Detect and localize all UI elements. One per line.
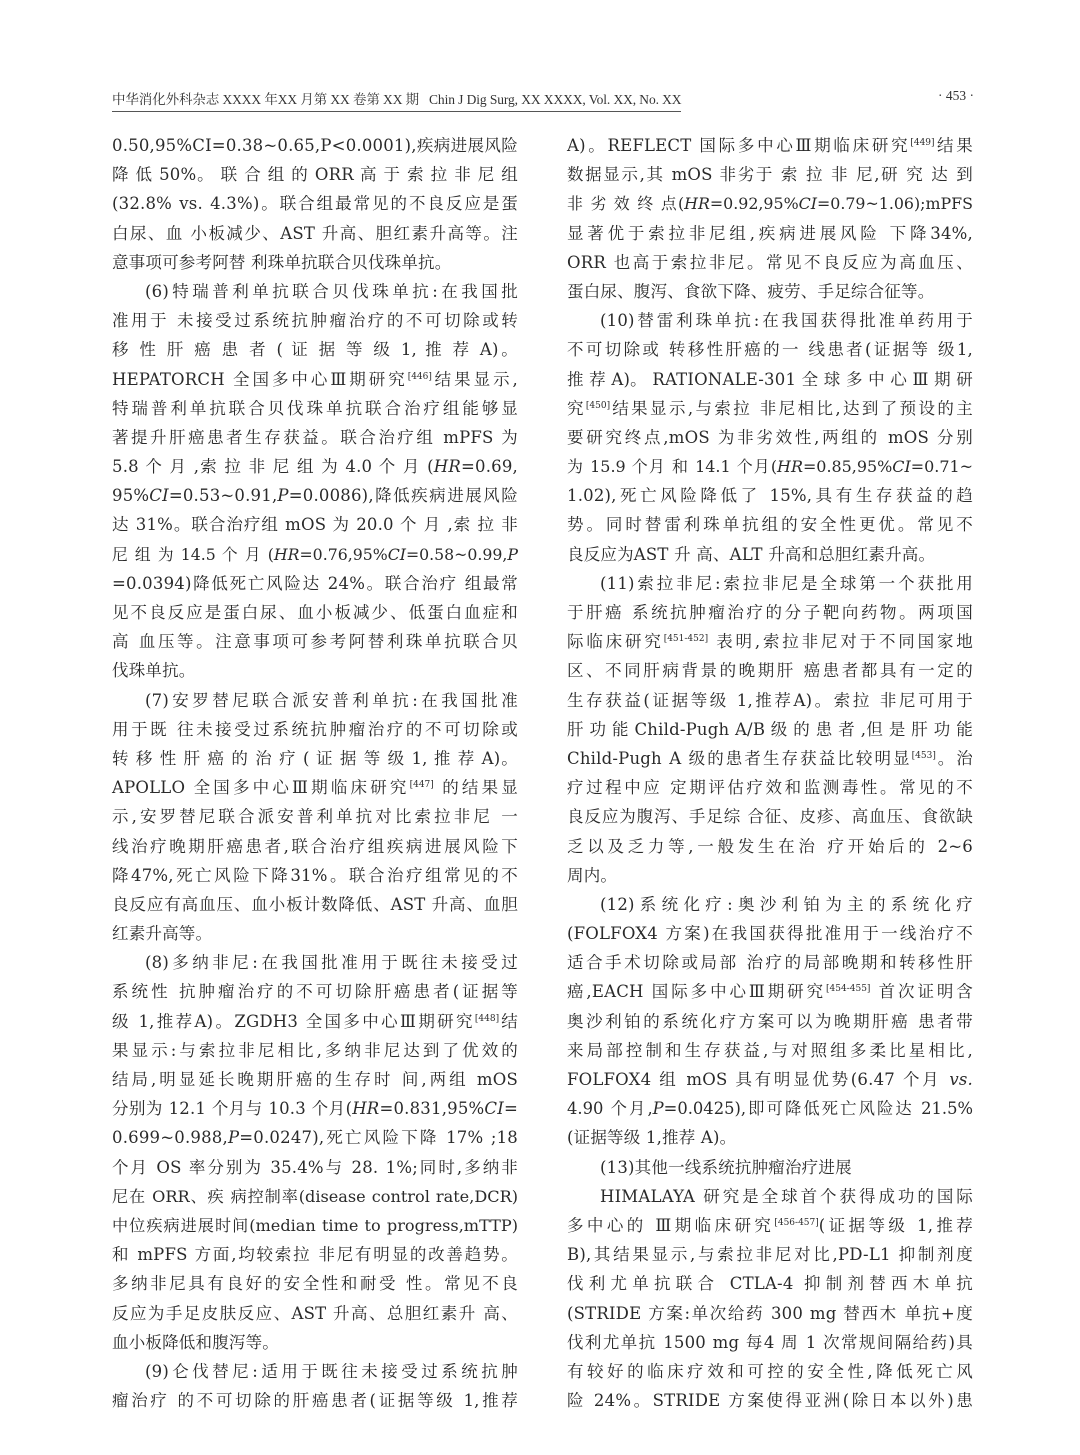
text-line: 不可切除或 转移性肝癌的一 线患者(证据等 级1, [567, 340, 973, 360]
section-8-heading-line: (8)多纳非尼:在我国批准用于既往未接受过 [145, 953, 518, 973]
text-line: 系统性 抗肿瘤治疗的不可切除肝癌患者(证据等 [112, 982, 518, 1002]
journal-title-cn: 中华消化外科杂志 XXXX 年XX 月第 XX 卷第 XX 期 [112, 92, 420, 107]
right-column [567, 131, 973, 1415]
text-line: 4.90 个月,P=0.0425),即可降低死亡风险达 21.5% [567, 1099, 973, 1119]
text-line: 良反应为AST 升 高、ALT 升高和总胆红素升高。 [567, 544, 936, 564]
text-line: 来局部控制和生存获益,与对照组多柔比星相比, [567, 1040, 973, 1060]
text-line: 1.02),死亡风险降低了 15%,具有生存获益的趋 [567, 486, 973, 506]
text-line: 红素升高等。 [112, 924, 213, 944]
citation-ref: [449] [910, 138, 935, 148]
section-7-heading-line: (7)安罗替尼联合派安普利单抗:在我国批准 [145, 690, 518, 710]
text-line: 良反应为腹泻、手足综 合征、皮疹、高血压、食欲缺 [567, 807, 973, 827]
text-line: (证据等级 1,推荐 A)。 [567, 1128, 737, 1148]
text-line: APOLLO 全国多中心Ⅲ期临床研究[447] 的结果显 [112, 778, 518, 798]
left-column [112, 131, 518, 1415]
text-line: 伐利尤单抗联合 CTLA-4 抑制剂替西木单抗 [567, 1274, 973, 1294]
text-line: 于肝癌 系统抗肿瘤治疗的分子靶向药物。两项国 [567, 603, 973, 622]
text-line: 0.50,95%CI=0.38~0.65,P<0.0001),疾病进展风险 [112, 136, 518, 155]
text-line: 为 15.9 个月 和 14.1 个月(HR=0.85,95%CI=0.71~ [567, 457, 973, 477]
text-line: 非 劣 效 终 点(HR=0.92,95%CI=0.79~1.06);mPFS [567, 194, 973, 214]
text-line: 反应为手足皮肤反应、AST 升高、总胆红素升 高、 [112, 1303, 518, 1323]
citation-ref: [453] [911, 750, 936, 761]
text-line: 个月 OS 率分别为 35.4%与 28. 1%;同时,多纳非 [112, 1157, 518, 1177]
text-line: (STRIDE 方案:单次给药 300 mg 替西木 单抗+度 [567, 1303, 973, 1323]
text-line: 险 24%。STRIDE 方案使得亚洲(除日本以外)患 [567, 1391, 973, 1411]
text-line: 用于既 往未接受过系统抗肿瘤治疗的不可切除或 [112, 719, 518, 739]
text-line: FOLFOX4 组 mOS 具有明显优势(6.47 个月 vs. [567, 1070, 973, 1089]
text-line: 降47%,死亡风险下降31%。联合治疗组常见的不 [112, 865, 518, 885]
text-line: 果显示:与索拉非尼相比,多纳非尼达到了优效的 [112, 1040, 518, 1060]
text-line: 显著优于索拉非尼组,疾病进展风险 下降34%, [567, 223, 973, 243]
text-line: 高 血压等。注意事项可参考阿替利珠单抗联合贝 [112, 632, 518, 652]
text-line: 分别为 12.1 个月与 10.3 个月(HR=0.831,95%CI= [112, 1099, 518, 1119]
journal-title-en: Chin J Dig Surg, XX XXXX, Vol. XX, No. XX [429, 92, 682, 107]
text-line: ORR 也高于索拉非尼。常见不良反应为高血压、 [567, 252, 973, 272]
citation-ref: [456-457] [774, 1217, 819, 1228]
text-line: 白尿、血 小板减少、AST 升高、胆红素升高等。注 [112, 223, 518, 243]
text-line: 肝 功 能 Child-Pugh A/B 级 的 患 者 ,但 是 肝 功 能 [567, 719, 973, 739]
text-line: 癌,EACH 国际多中心Ⅲ期研究[454-455] 首次证明含 [567, 982, 973, 1002]
text-line: 伐珠单抗。 [112, 661, 196, 681]
text-line: 准用于 未接受过系统抗肿瘤治疗的不可切除或转 [112, 311, 518, 331]
citation-ref: [446] [407, 371, 432, 382]
section-9-heading-line: (9)仑伐替尼:适用于既往未接受过系统抗肿 [145, 1361, 518, 1381]
text-line: 多纳非尼具有良好的安全性和耐受 性。常见不良 [112, 1274, 518, 1294]
text-line: 降 低 50%。 联 合 组 的 ORR 高 于 索 拉 非 尼 组 [112, 165, 518, 185]
text-line: 推 荐 A)。 RATIONALE-301 全 球 多 中 心 Ⅲ 期 研 [567, 369, 973, 389]
text-line: HIMALAYA 研究是全球首个获得成功的国际 [600, 1186, 973, 1206]
text-line: 5.8 个 月 ,索 拉 非 尼 组 为 4.0 个 月 (HR=0.69, [112, 457, 518, 477]
citation-ref: [451-452] [663, 634, 709, 645]
text-line: 良反应有高血压、血小板计数降低、AST 升高、血胆 [112, 894, 518, 914]
text-line: 和 mPFS 方面,均较索拉 非尼有明显的改善趋势。 [112, 1245, 518, 1265]
text-line: (32.8% vs. 4.3%)。联合组最常见的不良反应是蛋 [112, 194, 518, 214]
text-line: 蛋白尿、腹泻、食欲下降、疲劳、手足综合征等。 [567, 281, 935, 301]
text-line: 移 性 肝 癌 患 者 ( 证 据 等 级 1, 推 荐 A)。 [112, 340, 518, 360]
text-line: 区、不同肝病背景的晚期肝 癌患者都具有一定的 [567, 661, 973, 681]
text-line: =0.0394)降低死亡风险达 24%。联合治疗 组最常 [112, 573, 518, 593]
text-line: 周内。 [567, 865, 618, 885]
text-line: (FOLFOX4 方案)在我国获得批准用于一线治疗不 [567, 924, 973, 944]
text-line: 结局,明显延长晚期肝癌的生存时 间,两组 mOS [112, 1070, 518, 1089]
text-line: 0.699~0.988,P=0.0247),死亡风险下降 17% ;18 [112, 1128, 518, 1148]
text-line: 有较好的临床疗效和可控的安全性,降低死亡风 [567, 1361, 973, 1381]
text-line: 意事项可参考阿替 利珠单抗联合贝伐珠单抗。 [112, 252, 452, 272]
text-line: 示,安罗替尼联合派安普利单抗对比索拉非尼 一 [112, 807, 518, 827]
text-line: 级 1,推荐A)。ZGDH3 全国多中心Ⅲ期研究[448]结 [112, 1011, 518, 1031]
section-6-heading-line: (6)特瑞普利单抗联合贝伐珠单抗:在我国批 [145, 281, 518, 301]
text-line: 血小板降低和腹泻等。 [112, 1332, 279, 1352]
text-line: 尼在 ORR、疾 病控制率(disease control rate,DCR) [112, 1186, 518, 1206]
text-line: 特瑞普利单抗联合贝伐珠单抗联合治疗组能够显 [112, 398, 518, 418]
section-12-heading-line: (12)系统化疗:奥沙利铂为主的系统化疗 [600, 894, 973, 914]
text-line: 伐利尤单抗 1500 mg 每4 周 1 次常规间隔给药)具 [567, 1332, 973, 1352]
text-line: 要研究终点,mOS 为非劣效性,两组的 mOS 分别 [567, 427, 973, 447]
section-13-heading-line: (13)其他一线系统抗肿瘤治疗进展 [600, 1157, 852, 1177]
citation-ref: [447] [409, 780, 434, 791]
text-line: 适合手术切除或局部 治疗的局部晚期和转移性肝 [567, 953, 973, 973]
journal-citation [112, 88, 681, 112]
section-10-heading-line: (10)替雷利珠单抗:在我国获得批准单药用于 [600, 311, 973, 331]
citation-ref: [454-455] [826, 984, 871, 995]
text-line: 著提升肝癌患者生存获益。联合治疗组 mPFS 为 [112, 427, 518, 447]
text-line: HEPATORCH 全国多中心Ⅲ期研究[446]结果显示, [112, 369, 518, 389]
text-line: Child-Pugh A 级的患者生存获益比较明显[453]。治 [567, 748, 973, 768]
section-11-heading-line: (11)索拉非尼:索拉非尼是全球第一个获批用 [600, 573, 973, 593]
text-line: 奥沙利铂的系统化疗方案可以为晚期肝癌 患者带 [567, 1011, 973, 1031]
text-line: 疗过程中应 定期评估疗效和监测毒性。常见的不 [567, 778, 973, 798]
text-line: 势。同时替雷利珠单抗组的安全性更优。常见不 [567, 515, 973, 535]
text-line: 转 移 性 肝 癌 的 治 疗 ( 证 据 等 级 1, 推 荐 A)。 [112, 748, 518, 768]
text-line: 线治疗晚期肝癌患者,联合治疗组疾病进展风险下 [112, 836, 518, 856]
text-line: 瘤治疗 的不可切除的肝癌患者(证据等级 1,推荐 [112, 1391, 518, 1411]
text-line: 达 31%。联合治疗组 mOS 为 20.0 个 月 ,索 拉 非 [112, 515, 518, 535]
text-line: 际临床研究[451-452] 表明,索拉非尼对于不同国家地 [567, 632, 973, 652]
text-line: 中位疾病进展时间(median time to progress,mTTP) [112, 1215, 518, 1235]
text-line: 多中心的 Ⅲ期临床研究[456-457](证据等级 1,推荐 [567, 1215, 973, 1235]
text-line: 95%CI=0.53~0.91,P=0.0086),降低疾病进展风险 [112, 486, 518, 506]
text-line: 尼 组 为 14.5 个 月 (HR=0.76,95%CI=0.58~0.99,P [112, 544, 518, 564]
text-line: B),其结果显示,与索拉非尼对比,PD-L1 抑制剂度 [567, 1245, 973, 1265]
text-line: 乏以及乏力等,一般发生在治 疗开始后的 2~6 [567, 836, 973, 856]
citation-ref: [450] [585, 400, 611, 411]
page-number: · 453 · [938, 88, 974, 103]
citation-ref: [448] [474, 1013, 500, 1024]
text-line: 究[450]结果显示,与索拉 非尼相比,达到了预设的主 [567, 398, 973, 418]
text-line: 数据显示,其 mOS 非劣于 索 拉 非 尼,研 究 达 到 [567, 165, 973, 185]
text-line: 见不良反应是蛋白尿、血小板减少、低蛋白血症和 [112, 603, 518, 622]
text-line: 生存获益(证据等级 1,推荐A)。索拉 非尼可用于 [567, 690, 973, 710]
running-header [112, 88, 974, 110]
text-line: A)。REFLECT 国际多中心Ⅲ期临床研究[449]结果 [567, 136, 973, 155]
